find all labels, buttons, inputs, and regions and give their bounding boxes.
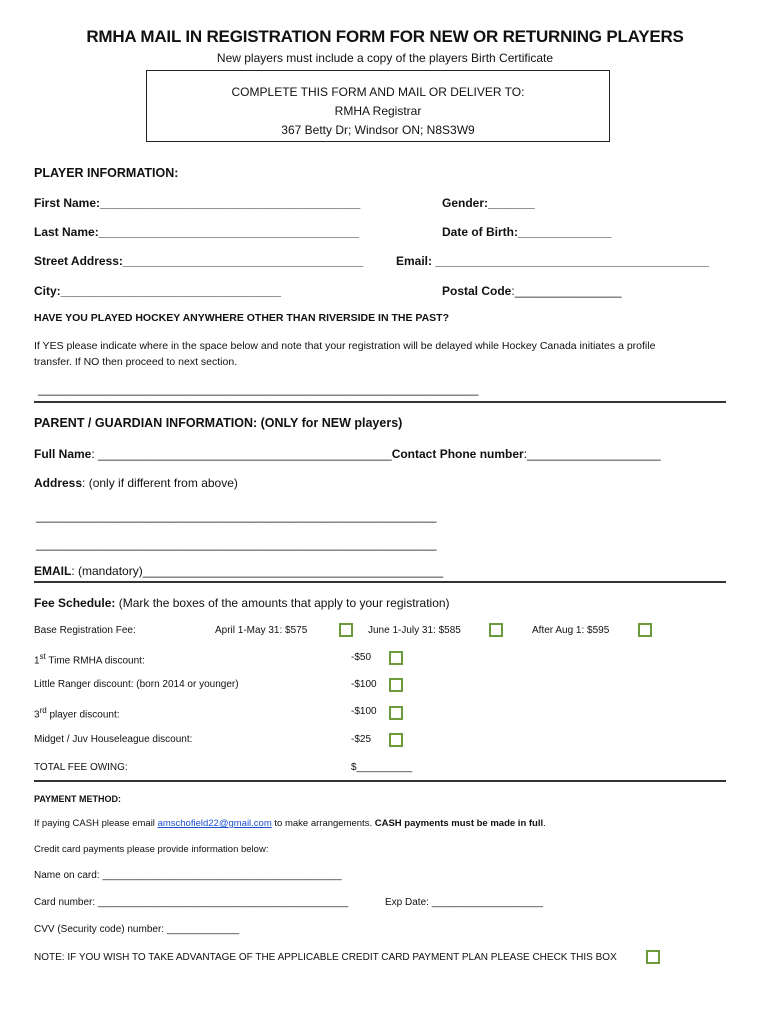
total-fee-label: TOTAL FEE OWING: <box>34 762 128 773</box>
guardian-address-label <box>34 476 238 490</box>
mailing-instruction: COMPLETE THIS FORM AND MAIL OR DELIVER TO: <box>231 85 525 99</box>
cash-note-start: If paying CASH please email <box>34 818 158 829</box>
page-subtitle: New players must include a copy of the players Birth Certificate <box>216 51 554 65</box>
fee-schedule-note: (Mark the boxes of the amounts that apply to your registration) <box>118 596 450 610</box>
mailing-address-box <box>146 70 610 142</box>
guardian-heading-note: : (ONLY for NEW players) <box>252 416 403 430</box>
payment-method-heading: PAYMENT METHOD: <box>34 794 122 804</box>
phone-blank: :____________________ <box>523 447 661 461</box>
full-name-blank: : ____________________________________________ <box>91 447 392 461</box>
section-divider <box>34 581 726 583</box>
section-divider <box>34 780 726 782</box>
guardian-email-field[interactable] <box>34 564 443 578</box>
fee-june-checkbox[interactable] <box>489 623 503 637</box>
guardian-heading-label: PARENT / GUARDIAN INFORMATION <box>34 416 253 430</box>
midget-discount-checkbox[interactable] <box>389 733 403 747</box>
mailing-address: 367 Betty Dr; Windsor ON; N8S3W9 <box>281 123 475 137</box>
first-name-field[interactable]: First Name:_______________________________________ <box>34 196 361 210</box>
third-player-discount-label <box>34 706 120 720</box>
little-ranger-discount-label: Little Ranger discount: (born 2014 or younger) <box>34 679 239 690</box>
gender-field[interactable]: Gender:_______ <box>442 196 535 210</box>
payment-plan-note: NOTE: IF YOU WISH TO TAKE ADVANTAGE OF THE APPLICABLE CREDIT CARD PAYMENT PLAN PLEASE CHECK THIS BOX <box>34 952 617 963</box>
third-player-number: 3 <box>34 709 40 721</box>
last-name-field[interactable]: Last Name:_______________________________________ <box>34 225 359 239</box>
date-of-birth-field[interactable]: Date of Birth:______________ <box>442 225 612 239</box>
third-player-suffix: rd <box>39 706 47 715</box>
name-on-card-field[interactable]: Name on card: ___________________________________________ <box>34 870 342 881</box>
first-time-text: Time RMHA discount: <box>45 655 145 667</box>
email-field[interactable]: Email: _________________________________________ <box>396 254 709 268</box>
guardian-email-label: EMAIL <box>34 564 72 578</box>
cash-note-bold: CASH payments must be made in full <box>374 818 544 829</box>
guardian-email-blank: : (mandatory)_____________________________________________ <box>71 564 444 578</box>
first-time-number: 1 <box>34 655 40 667</box>
fee-option-august: After Aug 1: $595 <box>532 625 610 636</box>
cash-payment-note <box>34 818 546 829</box>
phone-label: Contact Phone number <box>391 447 524 461</box>
cash-note-middle: to make arrangements. <box>271 818 375 829</box>
little-ranger-discount-amount: -$100 <box>351 679 377 690</box>
first-time-discount-amount: -$50 <box>351 652 372 663</box>
payment-plan-checkbox[interactable] <box>646 950 660 964</box>
fee-april-checkbox[interactable] <box>339 623 353 637</box>
first-time-discount-label <box>34 652 145 666</box>
credit-card-note: Credit card payments please provide information below: <box>34 844 269 855</box>
first-time-suffix: st <box>39 652 46 661</box>
address-label: Address <box>34 476 83 490</box>
played-elsewhere-field[interactable]: __________________________________________________________________ <box>38 382 479 396</box>
third-player-discount-checkbox[interactable] <box>389 706 403 720</box>
third-player-discount-amount: -$100 <box>351 706 377 717</box>
full-name-label: Full Name <box>34 447 92 461</box>
street-address-field[interactable]: Street Address:____________________________________ <box>34 254 364 268</box>
address-note: : (only if different from above) <box>82 476 238 490</box>
played-elsewhere-question: HAVE YOU PLAYED HOCKEY ANYWHERE OTHER THAN RIVERSIDE IN THE PAST? <box>34 312 449 324</box>
guardian-full-name-field[interactable] <box>34 447 661 461</box>
card-number-field[interactable]: Card number: _____________________________________________ <box>34 897 349 908</box>
fee-august-checkbox[interactable] <box>638 623 652 637</box>
mailing-recipient: RMHA Registrar <box>334 104 422 118</box>
total-fee-field[interactable]: $__________ <box>351 762 413 773</box>
page-title: RMHA MAIL IN REGISTRATION FORM FOR NEW OR RETURNING PLAYERS <box>86 27 684 46</box>
cvv-field[interactable]: CVV (Security code) number: _____________ <box>34 924 240 935</box>
base-fee-label: Base Registration Fee: <box>34 625 136 636</box>
midget-discount-label: Midget / Juv Houseleague discount: <box>34 734 193 745</box>
fee-option-april: April 1-May 31: $575 <box>215 625 308 636</box>
little-ranger-discount-checkbox[interactable] <box>389 678 403 692</box>
guardian-address-line-2[interactable]: ____________________________________________________________ <box>36 537 437 551</box>
played-elsewhere-note-1: If YES please indicate where in the space below and note that your registration will be delayed while Hockey Canada initiates a profile <box>34 340 656 352</box>
fee-schedule-label: Fee Schedule: <box>34 596 119 610</box>
contact-email-link[interactable]: amschofield22@gmail.com <box>157 818 272 829</box>
city-field[interactable]: City:_________________________________ <box>34 284 281 298</box>
guardian-section-heading <box>34 416 402 430</box>
cash-note-end: . <box>543 818 546 829</box>
third-player-text: player discount: <box>46 709 120 721</box>
fee-schedule-heading <box>34 596 450 610</box>
fee-option-june: June 1-July 31: $585 <box>368 625 461 636</box>
postal-code-blank: :________________ <box>511 284 622 298</box>
first-time-discount-checkbox[interactable] <box>389 651 403 665</box>
section-divider <box>34 401 726 403</box>
player-section-heading: PLAYER INFORMATION: <box>34 166 179 180</box>
postal-code-field[interactable] <box>442 284 621 298</box>
postal-code-label: Postal Code <box>442 284 512 298</box>
guardian-address-line-1[interactable]: ____________________________________________________________ <box>36 509 437 523</box>
played-elsewhere-note-2: transfer. If NO then proceed to next section. <box>34 356 238 368</box>
midget-discount-amount: -$25 <box>351 734 372 745</box>
exp-date-field[interactable]: Exp Date: ____________________ <box>385 897 543 908</box>
